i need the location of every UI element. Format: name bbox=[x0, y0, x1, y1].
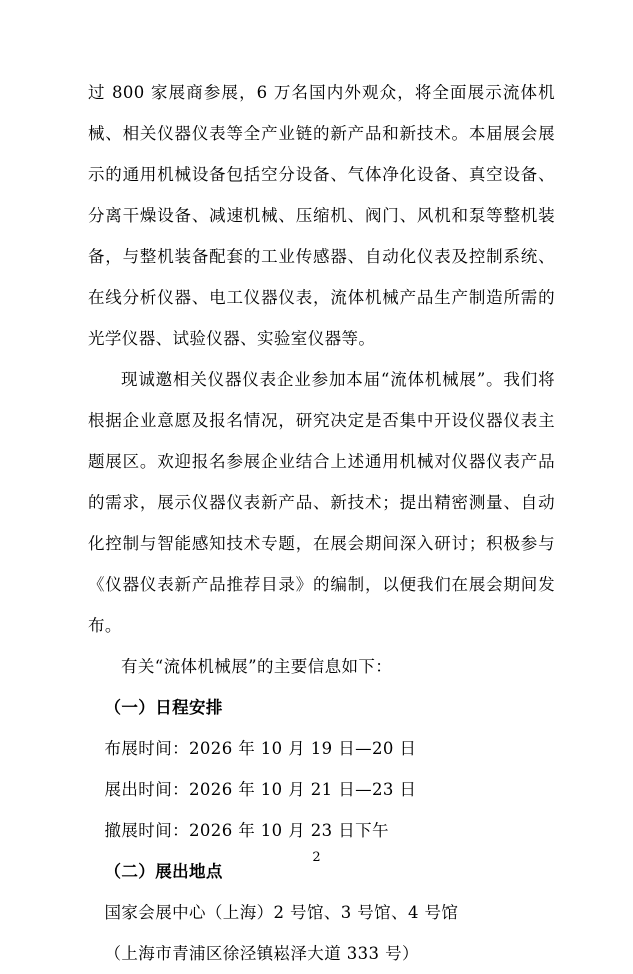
section-heading-venue: （二）展出地点 bbox=[104, 862, 223, 881]
paragraph-info-intro: 有关“流体机械展”的主要信息如下： bbox=[121, 657, 393, 676]
section-heading-schedule: （一）日程安排 bbox=[104, 698, 223, 717]
section-schedule bbox=[88, 687, 555, 851]
document-body bbox=[88, 72, 555, 687]
paragraph-continuation: 过 800 家展商参展，6 万名国内外观众，将全面展示流体机械、相关仪器仪表等全产业链的新产品和新技术。本届展会展示的通用机械设备包括空分设备、气体净化设备、真空设备、分离干燥设备、减速机械、压缩机、阀门、风机和泵等整机装备，与整机装备配套的工业传感器、自动化仪表及控制系统、在线分析仪器、电工仪器仪表，流体机械产品生产制造所需的光学仪器、试验仪器、实验室仪器等。 bbox=[88, 83, 555, 348]
venue-line-address: （上海市青浦区徐泾镇崧泽大道 333 号） bbox=[104, 944, 419, 963]
page-number: 2 bbox=[312, 850, 321, 865]
venue-line-halls: 国家会展中心（上海）2 号馆、3 号馆、4 号馆 bbox=[104, 903, 459, 922]
paragraph-invitation: 现诚邀相关仪器仪表企业参加本届“流体机械展”。我们将根据企业意愿及报名情况，研究决定是否集中开设仪器仪表主题展区。欢迎报名参展企业结合上述通用机械对仪器仪表产品的需求，展示仪器仪表新产品、新技术；提出精密测量、自动化控制与智能感知技术专题，在展会期间深入研讨；积极参与《仪器仪表新产品推荐目录》的编制，以便我们在展会期间发布。 bbox=[88, 370, 555, 635]
schedule-line-exhibition: 展出时间：2026 年 10 月 21 日—23 日 bbox=[104, 780, 417, 799]
section-venue bbox=[88, 851, 555, 974]
schedule-line-setup: 布展时间：2026 年 10 月 19 日—20 日 bbox=[104, 739, 417, 758]
schedule-line-teardown: 撤展时间：2026 年 10 月 23 日下午 bbox=[104, 821, 389, 840]
